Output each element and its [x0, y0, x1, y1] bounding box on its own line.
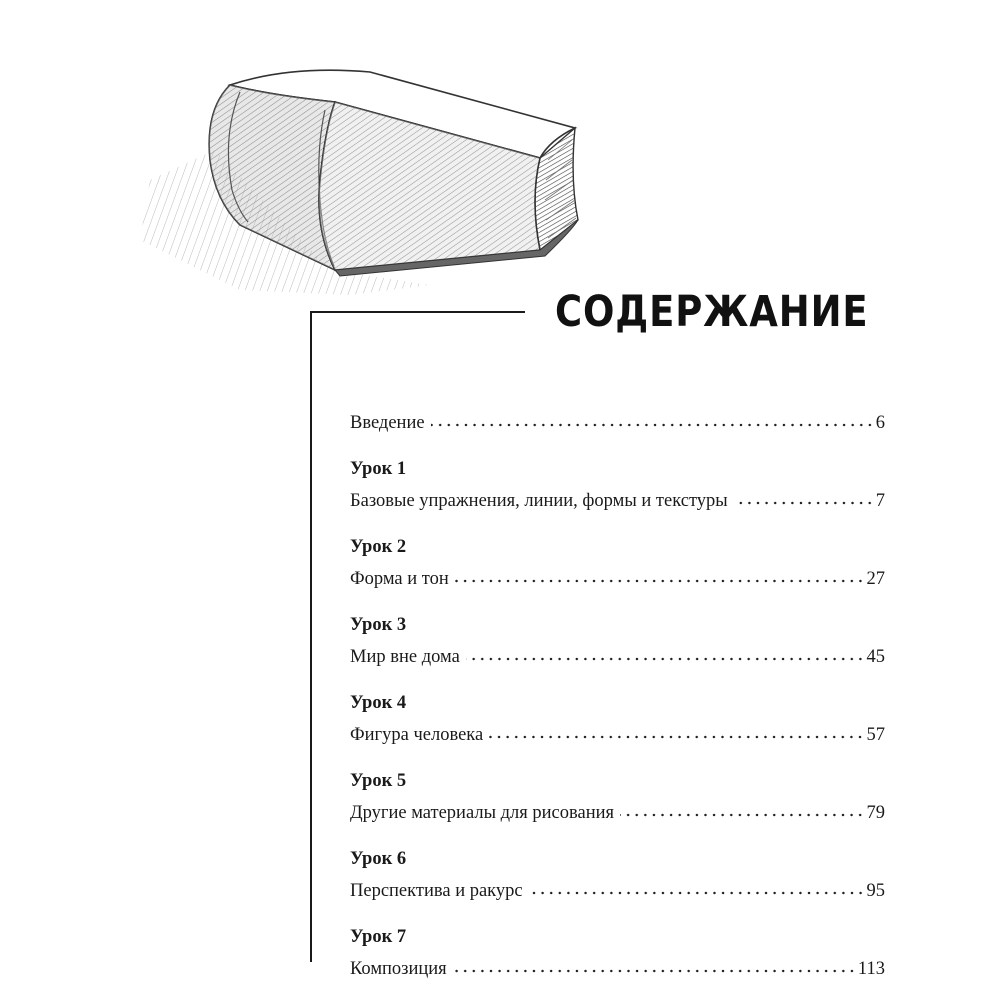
toc-entry-page: 7 [875, 491, 885, 511]
dot-leader [453, 968, 856, 974]
lesson-label: Урок 1 [350, 459, 407, 479]
toc-entry-intro[interactable] [350, 407, 885, 439]
lesson-label: Урок 5 [350, 771, 407, 791]
toc-entry[interactable] [350, 797, 885, 829]
toc-section-lesson-6 [350, 843, 885, 907]
dot-leader [466, 656, 865, 662]
dot-leader [431, 422, 874, 428]
toc-entry-title: Перспектива и ракурс [350, 881, 523, 901]
toc-section-lesson-2 [350, 531, 885, 595]
toc-section-lesson-4 [350, 687, 885, 751]
toc-entry-title: Форма и тон [350, 569, 449, 589]
toc-entry-page: 79 [866, 803, 885, 823]
toc-entry-page: 95 [866, 881, 885, 901]
toc-entry-page: 27 [866, 569, 885, 589]
toc-entry-page: 57 [866, 725, 885, 745]
table-of-contents [350, 407, 885, 985]
dot-leader [529, 890, 865, 896]
toc-entry[interactable] [350, 719, 885, 751]
lesson-label: Урок 3 [350, 615, 407, 635]
lesson-label: Урок 6 [350, 849, 407, 869]
toc-entry[interactable] [350, 875, 885, 907]
frame-line-top [310, 311, 525, 313]
toc-entry-page: 6 [875, 413, 885, 433]
dot-leader [734, 500, 874, 506]
lesson-label: Урок 2 [350, 537, 407, 557]
dot-leader [489, 734, 864, 740]
page-title: СОДЕРЖАНИЕ [555, 287, 869, 337]
toc-entry[interactable] [350, 563, 885, 595]
toc-entry-page: 113 [857, 959, 885, 979]
book-sketch-illustration [120, 40, 600, 310]
dot-leader [620, 812, 864, 818]
toc-entry[interactable] [350, 641, 885, 673]
lesson-label: Урок 4 [350, 693, 407, 713]
toc-entry-title: Введение [350, 413, 425, 433]
toc-entry-page: 45 [866, 647, 885, 667]
toc-entry[interactable] [350, 953, 885, 985]
toc-entry-title: Другие материалы для рисования [350, 803, 615, 823]
toc-section-lesson-3 [350, 609, 885, 673]
toc-section-lesson-1 [350, 453, 885, 517]
dot-leader [455, 578, 865, 584]
toc-entry-title: Композиция [350, 959, 447, 979]
toc-entry-title: Мир вне дома [350, 647, 460, 667]
toc-entry[interactable] [350, 485, 885, 517]
toc-entry-title: Базовые упражнения, линии, формы и текстуры [350, 491, 728, 511]
toc-entry-title: Фигура человека [350, 725, 484, 745]
toc-section-lesson-5 [350, 765, 885, 829]
frame-line-left [310, 312, 312, 962]
lesson-label: Урок 7 [350, 927, 407, 947]
toc-section-lesson-7 [350, 921, 885, 985]
